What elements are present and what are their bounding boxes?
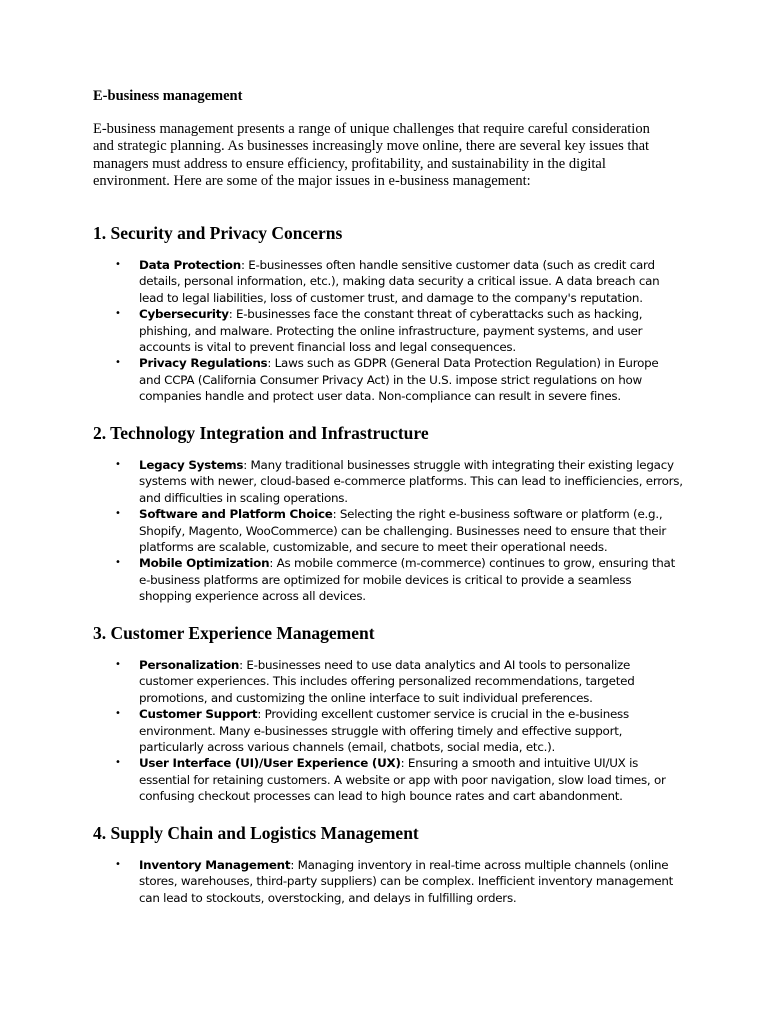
section-heading: 3. Customer Experience Management <box>93 623 375 643</box>
item-text: As mobile commerce (m-commerce) continues to grow, ensuring that e-business platforms are optimized for mobile devices is critical to provide a seamless shopping experience across all devices. <box>139 556 675 604</box>
bullet-icon: • <box>115 659 121 670</box>
bullet-icon: • <box>115 308 121 320</box>
bullet-list <box>93 257 683 405</box>
item-text: Managing inventory in real-time across multiple channels (online stores, warehouses, third-party suppliers) can be complex. Inefficient inventory management can lead to stockouts, overstocking, and delays in fulfilling orders. <box>139 858 674 905</box>
item-text: Laws such as GDPR (General Data Protection Regulation) in Europe and CCPA (California Consumer Privacy Act) in the U.S. impose strict regulations on how companies handle and protect user data. Non-compliance can result in severe fines. <box>139 356 659 404</box>
section-security-privacy <box>93 222 683 405</box>
item-text: Providing excellent customer service is crucial in the e-business environment. Many e-businesses struggle with offering timely and effective support, particularly across various channels (email, chatbots, social media, etc.). <box>139 707 629 755</box>
item-term: Privacy Regulations <box>139 356 268 371</box>
bullet-icon: • <box>115 259 121 270</box>
bullet-list <box>93 457 683 605</box>
bullet-list <box>93 657 683 805</box>
item-term: Inventory Management <box>139 858 291 872</box>
bullet-icon: • <box>115 557 121 569</box>
list-item: • Privacy Regulations: Laws such as GDPR (General Data Protection Regulation) in Europe and CCPA (California Consumer Privacy Act) in the U.S. impose strict regulations on how companies handle and protect user data. Non-compliance can result in severe fines. <box>115 356 659 404</box>
list-item: • Customer Support: Providing excellent customer service is crucial in the e-business environment. Many e-businesses struggle with offering timely and effective support, particularly across various channels (email, chatbots, social media, etc.). <box>115 707 629 755</box>
item-text: E-businesses face the constant threat of cyberattacks such as hacking, phishing, and malware. Protecting the online infrastructure, payment systems, and user accounts is vital to prevent financial loss and legal consequences. <box>139 307 643 355</box>
list-item: • Mobile Optimization: As mobile commerce (m-commerce) continues to grow, ensuring that e-business platforms are optimized for mobile devices is critical to provide a seamless shopping experience across all devices. <box>115 556 675 604</box>
bullet-icon: • <box>115 708 121 720</box>
item-term: Software and Platform Choice <box>139 507 333 522</box>
list-item: • Legacy Systems: Many traditional businesses struggle with integrating their existing legacy systems with newer, cloud-based e-commerce platforms. This can lead to inefficiencies, errors, and difficulties in scaling operations. <box>115 458 683 505</box>
bullet-list <box>93 857 683 906</box>
list-item: • User Interface (UI)/User Experience (UX): Ensuring a smooth and intuitive UI/UX is essential for retaining customers. A website or app with poor navigation, slow load times, or confusing checkout processes can lead to high bounce rates and cart abandonment. <box>115 756 666 804</box>
item-term: Legacy Systems <box>139 458 244 472</box>
list-item: • Data Protection: E-businesses often handle sensitive customer data (such as credit card details, personal information, etc.), making data security a critical issue. A data breach can lead to legal liabilities, loss of customer trust, and damage to the company's reputation. <box>115 258 660 305</box>
list-item: • Software and Platform Choice: Selecting the right e-business software or platform (e.g., Shopify, Magento, WooCommerce) can be challenging. Businesses need to ensure that their platforms are scalable, customizable, and secure to meet their operational needs. <box>115 507 667 555</box>
section-customer-experience <box>93 622 683 805</box>
item-term: Mobile Optimization <box>139 556 270 571</box>
item-text: Many traditional businesses struggle with integrating their existing legacy systems with newer, cloud-based e-commerce platforms. This can lead to inefficiencies, errors, and difficulties in scaling operations. <box>139 458 683 505</box>
bullet-icon: • <box>115 859 121 870</box>
item-term: Personalization <box>139 658 240 672</box>
item-text: E-businesses need to use data analytics and AI tools to personalize customer experiences. This includes offering personalized recommendations, targeted promotions, and customizing the online interface to suit individual preferences. <box>139 658 635 705</box>
section-heading: 4. Supply Chain and Logistics Management <box>93 823 419 843</box>
list-item: • Cybersecurity: E-businesses face the constant threat of cyberattacks such as hacking, phishing, and malware. Protecting the online infrastructure, payment systems, and user accounts is vital to prevent financial loss and legal consequences. <box>115 307 643 355</box>
item-text: Ensuring a smooth and intuitive UI/UX is essential for retaining customers. A website or app with poor navigation, slow load times, or confusing checkout processes can lead to high bounce rates and cart abandonment. <box>139 756 666 804</box>
bullet-icon: • <box>115 459 121 470</box>
section-supply-chain <box>93 822 683 906</box>
bullet-icon: • <box>115 508 121 520</box>
list-item: • Personalization: E-businesses need to use data analytics and AI tools to personalize customer experiences. This includes offering personalized recommendations, targeted promotions, and customizing the online interface to suit individual preferences. <box>115 658 635 705</box>
document-title: E-business management <box>93 88 243 104</box>
item-term: Data Protection <box>139 258 241 272</box>
intro-paragraph: E-business management presents a range of unique challenges that require careful consideration and strategic planning. As businesses increasingly move online, there are several key issues that managers must address to ensure efficiency, profitability, and sustainability in the digital environment. Here are some of the major issues in e-business management: <box>93 121 650 189</box>
bullet-icon: • <box>115 357 121 369</box>
item-term: Cybersecurity <box>139 307 229 322</box>
item-term: Customer Support <box>139 707 258 722</box>
bullet-icon: • <box>115 757 121 769</box>
item-term: User Interface (UI)/User Experience (UX) <box>139 756 401 771</box>
item-text: E-businesses often handle sensitive customer data (such as credit card details, personal information, etc.), making data security a critical issue. A data breach can lead to legal liabilities, loss of customer trust, and damage to the company's reputation. <box>139 258 660 305</box>
list-item: • Inventory Management: Managing inventory in real-time across multiple channels (online stores, warehouses, third-party suppliers) can be complex. Inefficient inventory management can lead to stockouts, overstocking, and delays in fulfilling orders. <box>115 858 674 905</box>
item-text: Selecting the right e-business software or platform (e.g., Shopify, Magento, WooCommerce) can be challenging. Businesses need to ensure that their platforms are scalable, customizable, and secure to meet their operational needs. <box>139 507 667 555</box>
section-technology-integration <box>93 422 683 605</box>
section-heading: 2. Technology Integration and Infrastructure <box>93 423 429 443</box>
section-heading: 1. Security and Privacy Concerns <box>93 223 343 243</box>
